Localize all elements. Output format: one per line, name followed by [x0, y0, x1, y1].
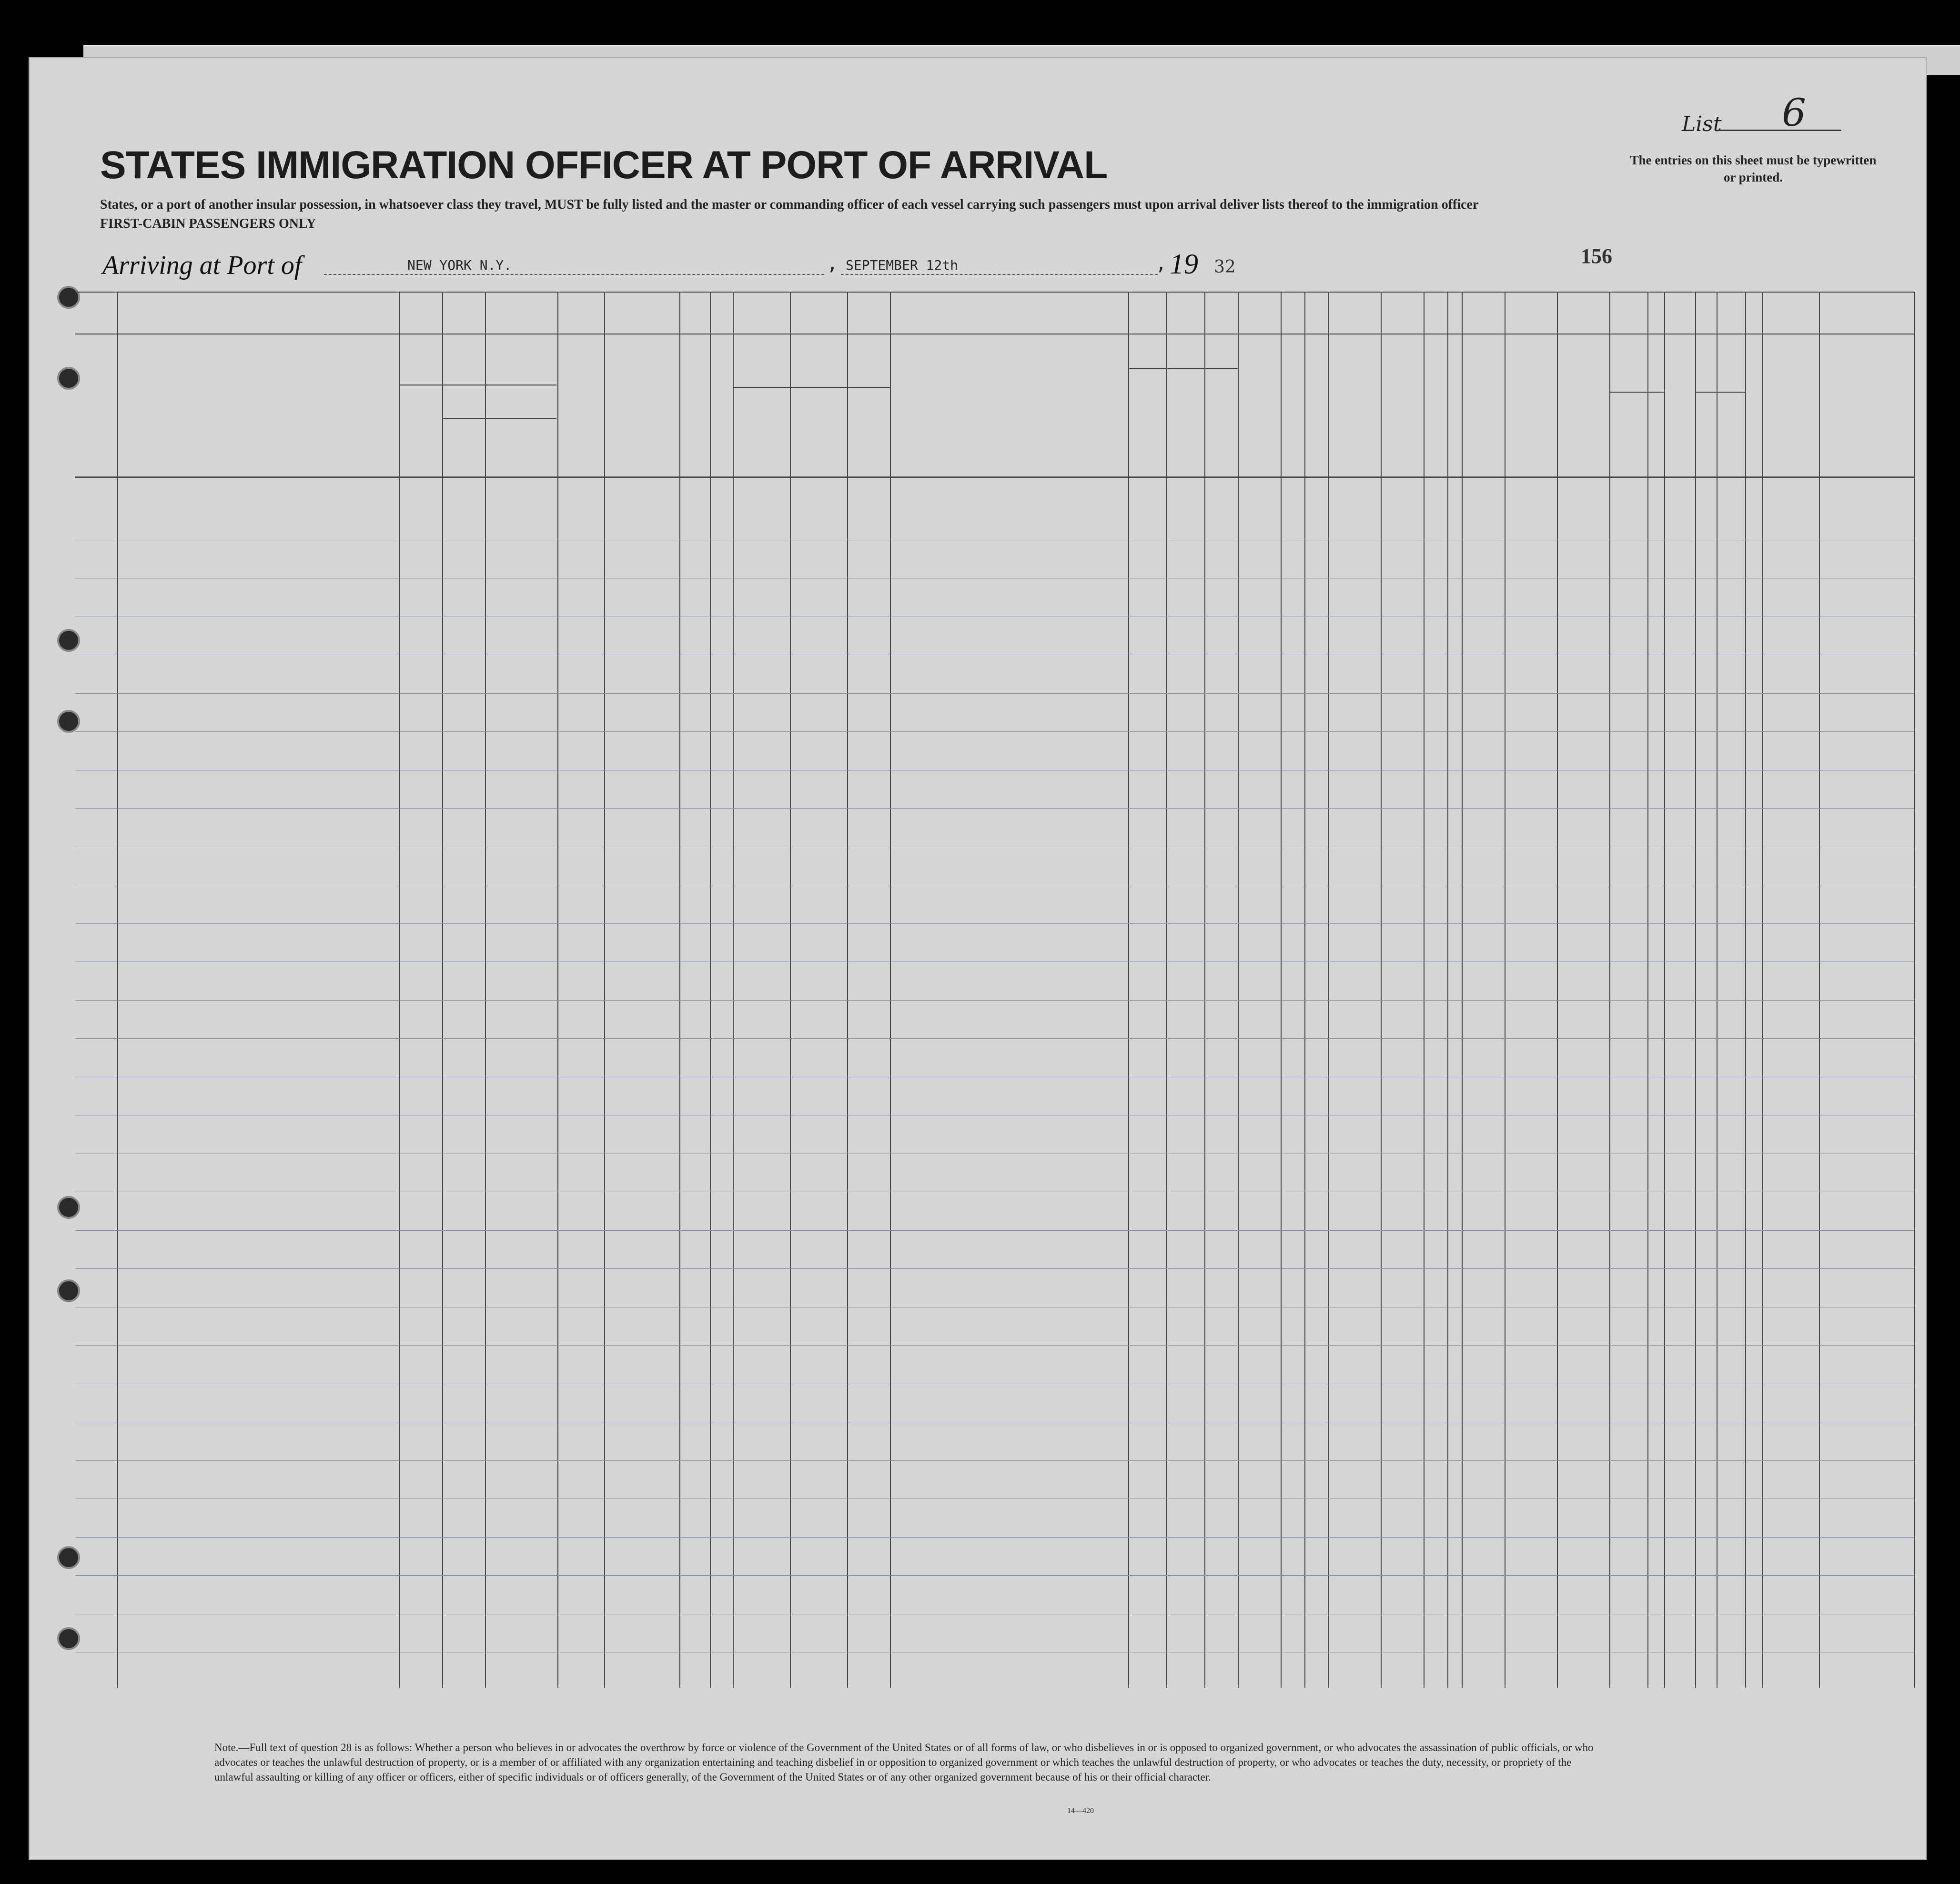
column-rule: [1128, 292, 1129, 1688]
page-title: STATES IMMIGRATION OFFICER AT PORT OF ARRIVAL: [100, 143, 1108, 187]
row-rule: [75, 1230, 1914, 1231]
date-value: SEPTEMBER 12th: [846, 257, 959, 273]
column-rule: [1204, 292, 1205, 1688]
column-rule: [679, 292, 680, 1688]
column-rule: [890, 292, 891, 1688]
date-field-line: [841, 274, 1158, 275]
column-rule: [1238, 292, 1239, 1688]
column-rule: [1647, 292, 1648, 1688]
row-rule: [75, 923, 1914, 924]
list-number: 6: [1782, 91, 1806, 135]
arriving-label: Arriving at Port of: [102, 251, 302, 280]
sub-rule: [442, 418, 556, 419]
header-bottom-rule: [75, 476, 1914, 478]
column-rule: [1695, 292, 1696, 1688]
column-rule: [1328, 292, 1329, 1688]
manifest-table: [75, 292, 1914, 1688]
row-rule: [75, 1460, 1914, 1461]
year-prefix: 19: [1170, 248, 1198, 280]
column-rule: [399, 292, 400, 1688]
column-rule: [1381, 292, 1382, 1688]
year-suffix: 32: [1214, 257, 1236, 277]
sheet-number: 156: [1581, 244, 1612, 268]
column-rule: [1281, 292, 1282, 1688]
column-rule: [1609, 292, 1610, 1688]
row-rule: [75, 1000, 1914, 1001]
column-rule: [1914, 292, 1915, 1688]
column-rule: [442, 292, 443, 1688]
column-rule: [485, 292, 486, 1688]
column-rule: [1304, 292, 1305, 1688]
column-rule: [1557, 292, 1558, 1688]
header-top-rule: [75, 292, 1914, 293]
column-rule: [1424, 292, 1425, 1688]
column-rule: [1447, 292, 1448, 1688]
column-rule: [790, 292, 791, 1688]
footnote-q28: Note.—Full text of question 28 is as follows: Whether a person who believes in or advocates the overthrow by force or violence of the Government of the United States or of all forms of law, or who disbelieves in or is opposed to organized government, or who advocates the assassination of public officials, or who advocates or teaches the unlawful destruction of property, or is a member of or affiliated with any organization entertaining and teaching disbelief in or opposition to organized government or which teaches the unlawful destruction of property, or who advocates or teaches the duty, necessity, or propriety of the unlawful assaulting or killing of any officer or officers, either of specific individuals or of officers generally, of the Government of the United States or of any other organized government because of his or their official character.: [214, 1742, 1594, 1783]
typed-entries-note: The entries on this sheet must be typewritten or printed.: [1630, 153, 1877, 184]
sub-rule: [1695, 392, 1745, 393]
column-rule: [117, 292, 118, 1688]
row-rule: [75, 1268, 1914, 1269]
row-rule: [75, 731, 1914, 732]
column-rule: [1819, 292, 1820, 1688]
list-underline: [1718, 130, 1841, 131]
form-instructions: [100, 195, 1696, 233]
column-rule: [1664, 292, 1665, 1688]
list-label: List: [1682, 112, 1722, 136]
column-rule: [1745, 292, 1746, 1688]
column-rule: [557, 292, 558, 1688]
column-rule: [1166, 292, 1167, 1688]
sub-rule: [1128, 368, 1238, 369]
column-rule: [733, 292, 734, 1688]
row-rule: [75, 1575, 1914, 1576]
port-value: NEW YORK N.Y.: [407, 257, 512, 273]
row-rule: [75, 1345, 1914, 1346]
column-rule: [1462, 292, 1463, 1688]
column-rule: [847, 292, 848, 1688]
column-rule: [1762, 292, 1763, 1688]
column-rule: [710, 292, 711, 1688]
first-cabin-label: FIRST-CABIN PASSENGERS ONLY: [100, 216, 316, 231]
column-rule: [604, 292, 605, 1688]
port-field-line: [324, 274, 824, 275]
sub-rule: [1609, 392, 1664, 393]
form-code: 14—420: [1067, 1807, 1094, 1815]
row-rule: [75, 808, 1914, 809]
instruction-line: States, or a port of another insular possession, in whatsoever class they travel, MUST be fully listed and the master or commanding officer of each vessel carrying such passengers must upon arrival deliver lists thereof to the immigration officer: [100, 197, 1479, 212]
column-rule: [1717, 292, 1718, 1688]
row-rule: [75, 1038, 1914, 1039]
row-rule: [75, 1537, 1914, 1538]
row-rule: [75, 693, 1914, 694]
sub-rule: [733, 387, 890, 388]
